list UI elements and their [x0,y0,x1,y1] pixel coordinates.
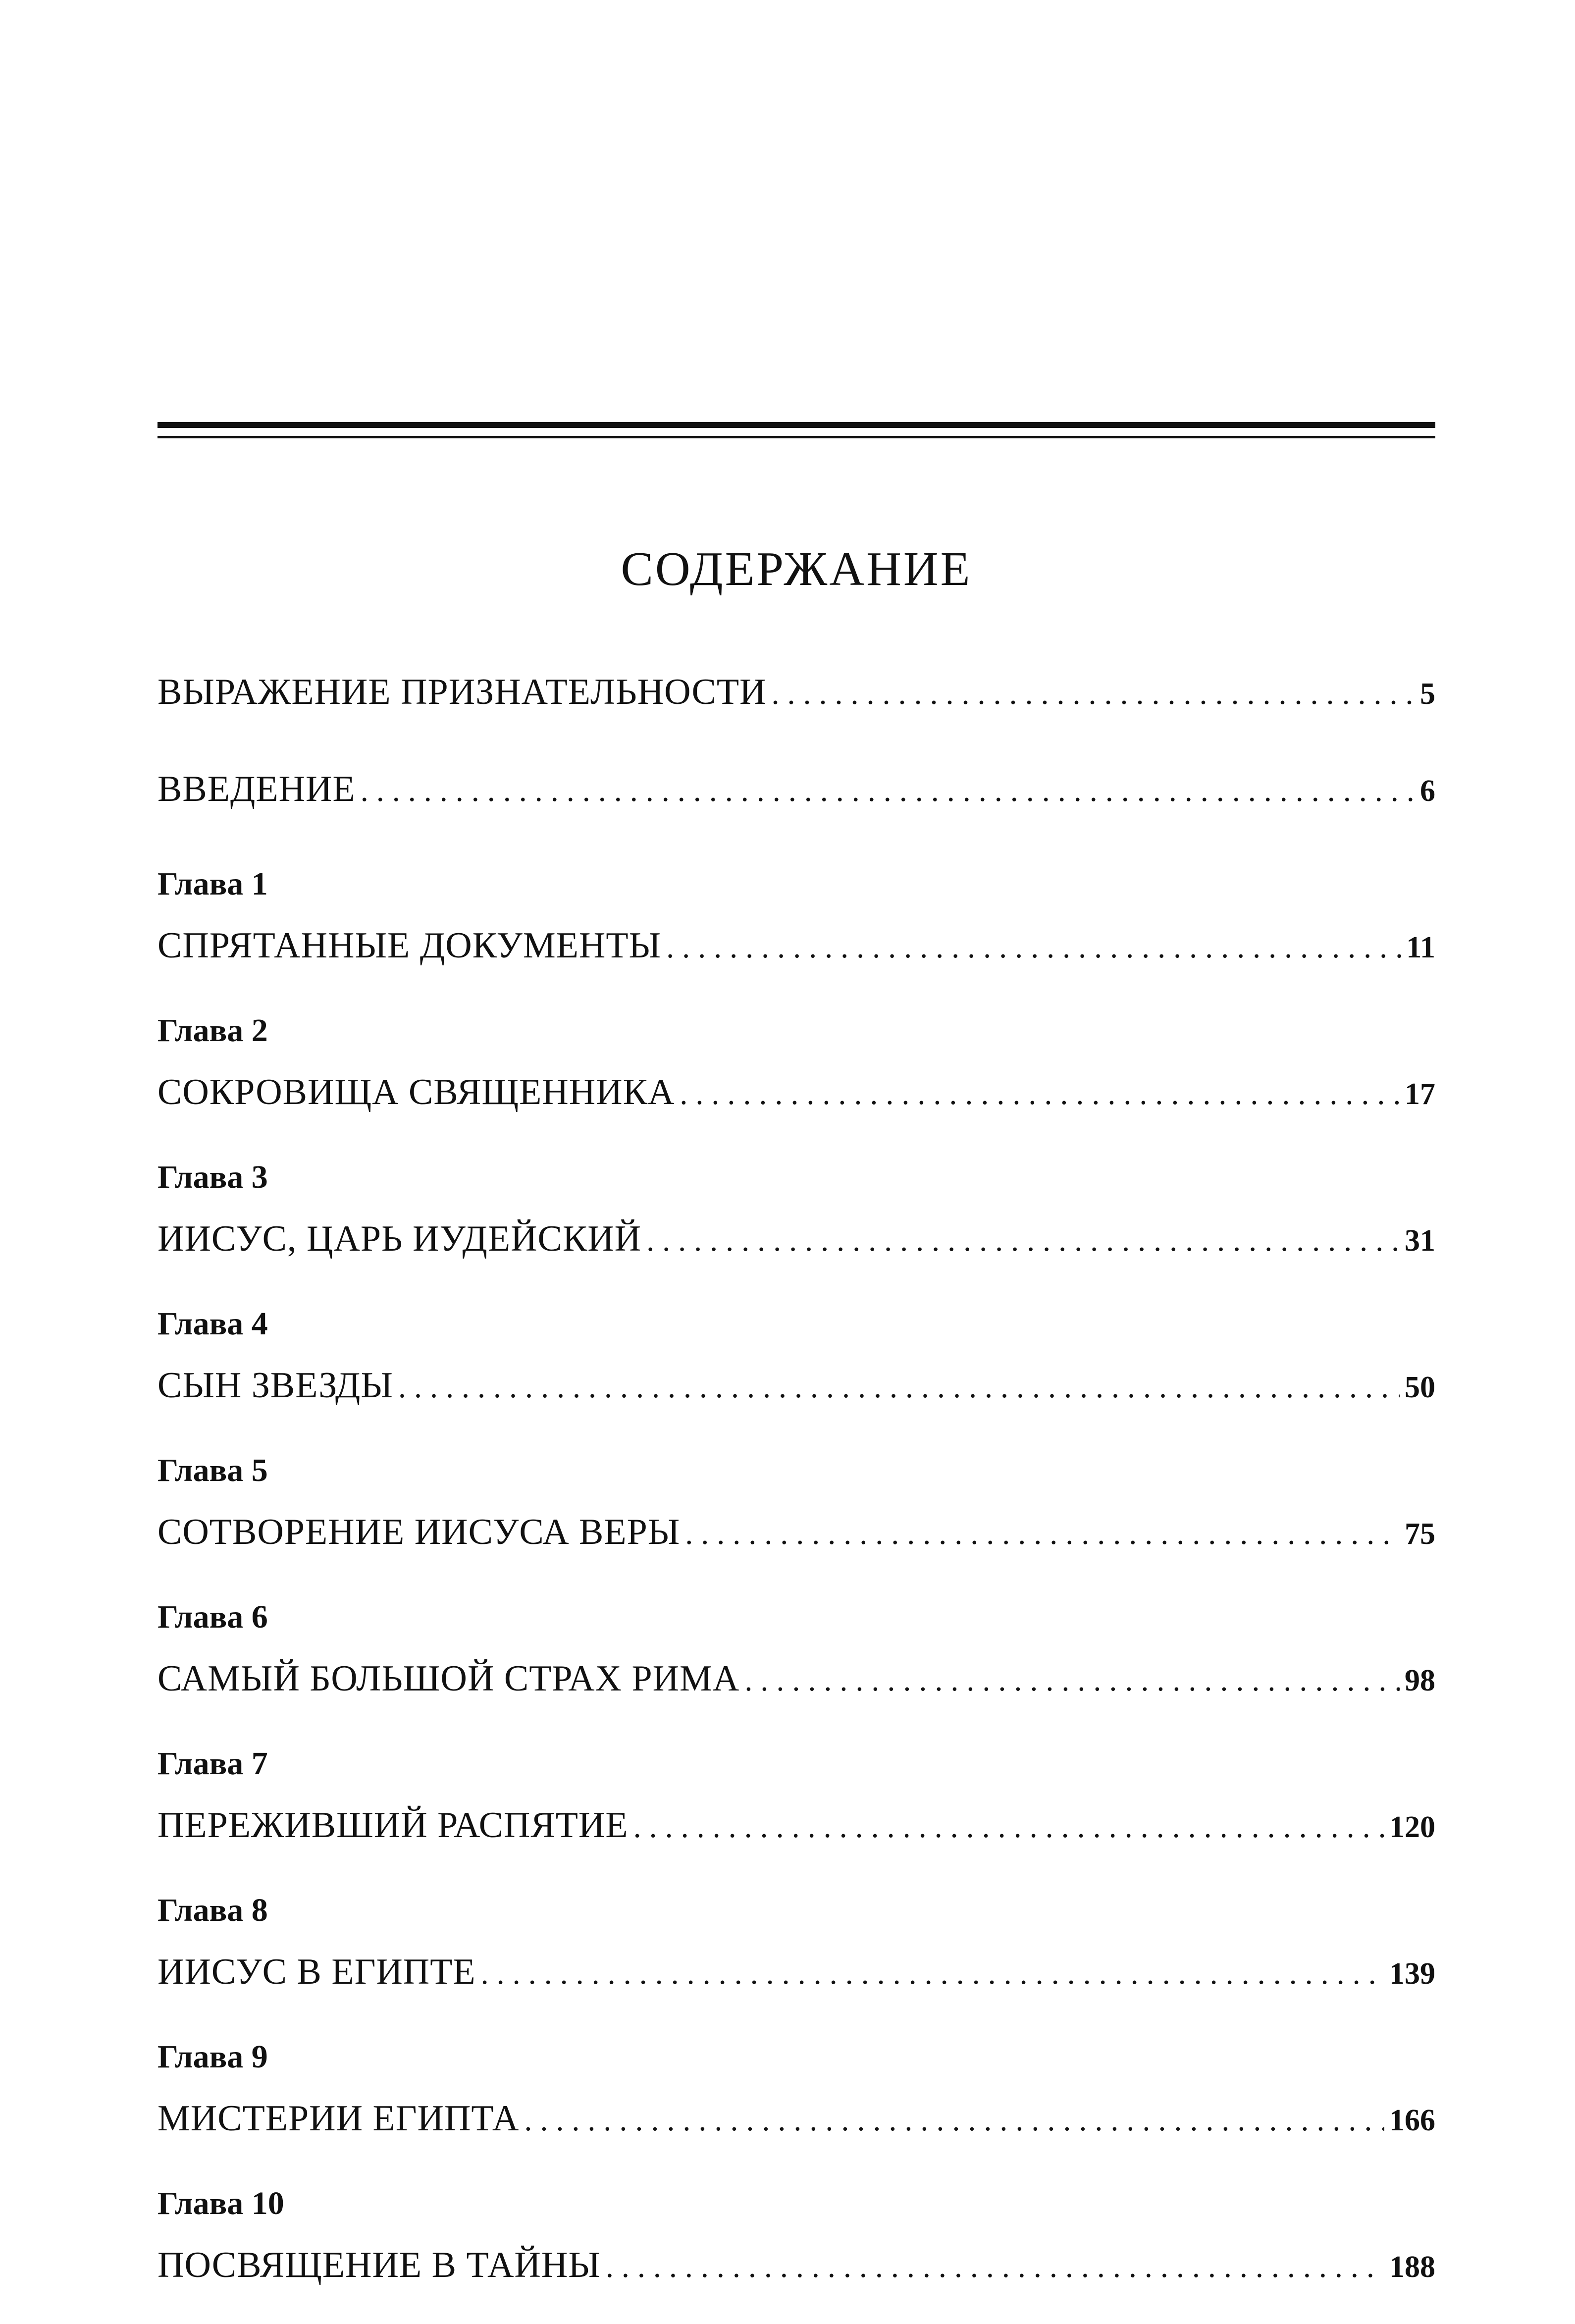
toc-entry-title: ИИСУС, ЦАРЬ ИУДЕЙСКИЙ [158,1218,642,1259]
toc-entry-title: СОКРОВИЩА СВЯЩЕННИКА [158,1072,675,1112]
toc-entry-page: 188 [1389,2250,1435,2284]
toc-entry-page: 75 [1405,1517,1435,1551]
toc-entry-page: 11 [1406,931,1435,964]
chapter-label: Глава 6 [158,1599,268,1635]
dot-leader [481,1957,1384,1989]
chapter-label: Глава 5 [158,1452,268,1488]
dot-leader [524,2104,1384,2136]
toc-entry-title: СЫН ЗВЕЗДЫ [158,1365,393,1406]
toc-entry-chapter-2[interactable] [158,1074,1435,1110]
chapter-label: Глава 3 [158,1159,268,1195]
toc-entry-chapter-8[interactable] [158,1954,1435,1990]
toc-entry-chapter-6[interactable] [158,1660,1435,1697]
toc-entry-page: 120 [1389,1810,1435,1844]
toc-entry-title: СПРЯТАННЫЕ ДОКУМЕНТЫ [158,925,662,966]
toc-entry-chapter-1[interactable] [158,927,1435,964]
toc-entry-title: ИИСУС В ЕГИПТЕ [158,1952,476,1992]
toc-entry-chapter-5[interactable] [158,1514,1435,1550]
toc-entry-title: ВВЕДЕНИЕ [158,769,356,809]
chapter-label: Глава 4 [158,1306,268,1342]
chapter-label: Глава 1 [158,866,268,902]
dot-leader [633,1811,1384,1843]
toc-entry-title: САМЫЙ БОЛЬШОЙ СТРАХ РИМА [158,1658,740,1699]
toc-entry-chapter-10[interactable] [158,2247,1435,2283]
rule-thin [158,436,1435,438]
dot-leader [680,1078,1400,1109]
dot-leader [685,1518,1400,1549]
toc-entry-page: 17 [1405,1077,1435,1111]
dot-leader [744,1664,1400,1696]
chapter-label: Глава 7 [158,1745,268,1782]
dot-leader [772,678,1416,709]
dot-leader [606,2251,1384,2282]
toc-entry-page: 6 [1420,774,1435,808]
toc-entry-chapter-7[interactable] [158,1807,1435,1844]
rule-thick [158,422,1435,428]
dot-leader [398,1371,1400,1403]
toc-entry-page: 31 [1405,1224,1435,1258]
double-rule-divider [158,422,1435,438]
contents-heading: СОДЕРЖАНИЕ [621,542,972,596]
toc-entry-introduction[interactable] [158,771,1435,807]
toc-entry-page: 98 [1405,1664,1435,1697]
dot-leader [666,931,1401,963]
toc-entry-title: ПЕРЕЖИВШИЙ РАСПЯТИЕ [158,1805,629,1846]
chapter-label: Глава 9 [158,2039,268,2075]
toc-entry-page: 50 [1405,1371,1435,1404]
toc-entry-title: МИСТЕРИИ ЕГИПТА [158,2098,520,2139]
toc-entry-title: ВЫРАЖЕНИЕ ПРИЗНАТЕЛЬНОСТИ [158,672,767,712]
toc-entry-chapter-4[interactable] [158,1367,1435,1404]
toc-entry-chapter-9[interactable] [158,2100,1435,2137]
toc-entry-page: 5 [1420,677,1435,711]
toc-entry-acknowledgements[interactable] [158,674,1435,710]
toc-entry-title: СОТВОРЕНИЕ ИИСУСА ВЕРЫ [158,1512,681,1552]
toc-entry-title: ПОСВЯЩЕНИЕ В ТАЙНЫ [158,2245,601,2285]
dot-leader [646,1224,1400,1256]
dot-leader [361,775,1415,806]
chapter-label: Глава 2 [158,1012,268,1049]
toc-entry-chapter-3[interactable] [158,1220,1435,1257]
chapter-label: Глава 8 [158,1892,268,1928]
toc-entry-page: 139 [1389,1957,1435,1991]
toc-entry-page: 166 [1389,2104,1435,2137]
chapter-label: Глава 10 [158,2185,284,2221]
